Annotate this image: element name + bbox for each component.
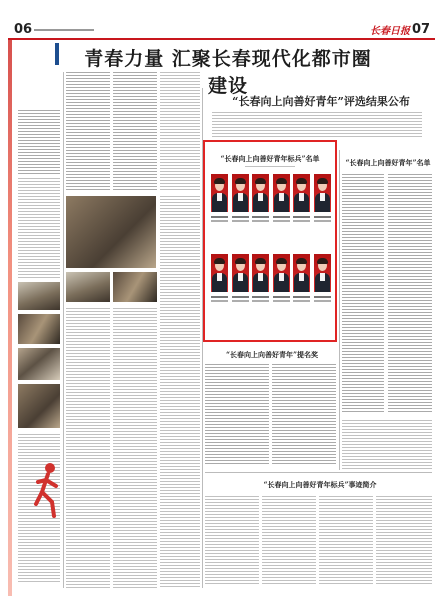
portrait-caption: [232, 300, 249, 302]
portrait-caption: [293, 300, 310, 302]
nomination-list-title: “长春向上向善好青年”提名奖: [225, 350, 319, 359]
deeds-column: [205, 496, 259, 586]
portrait-caption: [314, 296, 331, 298]
portrait-photo: [293, 254, 310, 292]
decorative-red-bar: [8, 40, 12, 596]
portrait-caption: [273, 220, 290, 222]
portrait-caption: [273, 216, 290, 218]
portrait-photo: [273, 254, 290, 292]
portrait-caption: [211, 296, 228, 298]
portrait-caption: [252, 296, 269, 298]
column-rule: [202, 88, 203, 588]
divider: [205, 472, 432, 473]
portrait-caption: [211, 220, 228, 222]
portrait-caption: [252, 300, 269, 302]
portrait-photo: [211, 254, 228, 292]
left-page-number: 06: [14, 22, 33, 37]
article-column: [66, 308, 110, 588]
portrait-photo: [314, 254, 331, 292]
portrait-caption: [293, 220, 310, 222]
portrait-caption: [293, 296, 310, 298]
portrait-photo: [232, 174, 249, 212]
column-rule: [63, 72, 64, 588]
portrait-caption: [232, 296, 249, 298]
left-header-meta: [34, 29, 94, 31]
youth-list-column: [342, 420, 432, 470]
portrait-photo: [252, 174, 269, 212]
youth-list-column: [388, 174, 432, 414]
portrait-photo: [293, 174, 310, 212]
article-column: [66, 72, 110, 190]
sidebar-text-block: [18, 110, 60, 174]
deeds-column: [376, 496, 432, 586]
portrait-caption: [314, 216, 331, 218]
youth-list-column: [342, 174, 384, 414]
sidebar-text-block: [18, 178, 60, 278]
news-photo: [18, 282, 60, 310]
news-photo: [18, 314, 60, 344]
article-column: [160, 72, 200, 190]
column-rule: [339, 150, 340, 470]
news-photo: [113, 272, 157, 302]
page-subheadline: “长春向上向善好青年”评选结果公布: [232, 95, 410, 108]
deeds-intro-title: “长春向上向善好青年标兵”事迹简介: [263, 480, 377, 489]
portrait-caption: [314, 300, 331, 302]
header-rule: [8, 38, 435, 40]
runner-silhouette-icon: [32, 460, 62, 520]
news-photo-main: [66, 196, 156, 268]
news-photo: [18, 384, 60, 428]
page-headline: 青春力量 汇聚长春现代化都市圈建设: [84, 48, 372, 97]
nomination-list-column: [205, 364, 269, 464]
pioneer-list-title: “长春向上向善好青年标兵”名单: [220, 154, 320, 163]
pioneer-list-note: [245, 166, 295, 169]
portrait-photo: [252, 254, 269, 292]
article-column: [160, 196, 200, 588]
youth-list-title: “长春向上向善好青年”名单: [345, 158, 431, 167]
article-column: [113, 308, 157, 588]
portrait-caption: [273, 300, 290, 302]
news-photo: [18, 348, 60, 380]
portrait-caption: [293, 216, 310, 218]
article-column: [113, 72, 157, 190]
portrait-photo: [314, 174, 331, 212]
announcement-text: [212, 112, 422, 138]
masthead-logo: 长春日报: [370, 26, 410, 37]
deeds-column: [319, 496, 373, 586]
portrait-caption: [314, 220, 331, 222]
portrait-photo: [211, 174, 228, 212]
news-photo: [66, 272, 110, 302]
portrait-photo: [273, 174, 290, 212]
portrait-caption: [232, 220, 249, 222]
portrait-caption: [252, 220, 269, 222]
deeds-column: [262, 496, 316, 586]
pioneer-photo-box: [203, 140, 337, 342]
nomination-list-column: [272, 364, 336, 464]
portrait-caption: [252, 216, 269, 218]
decorative-blue-block: [55, 43, 59, 65]
portrait-caption: [211, 216, 228, 218]
portrait-caption: [232, 216, 249, 218]
portrait-caption: [211, 300, 228, 302]
portrait-photo: [232, 254, 249, 292]
portrait-caption: [273, 296, 290, 298]
right-page-number: 07: [412, 22, 431, 37]
